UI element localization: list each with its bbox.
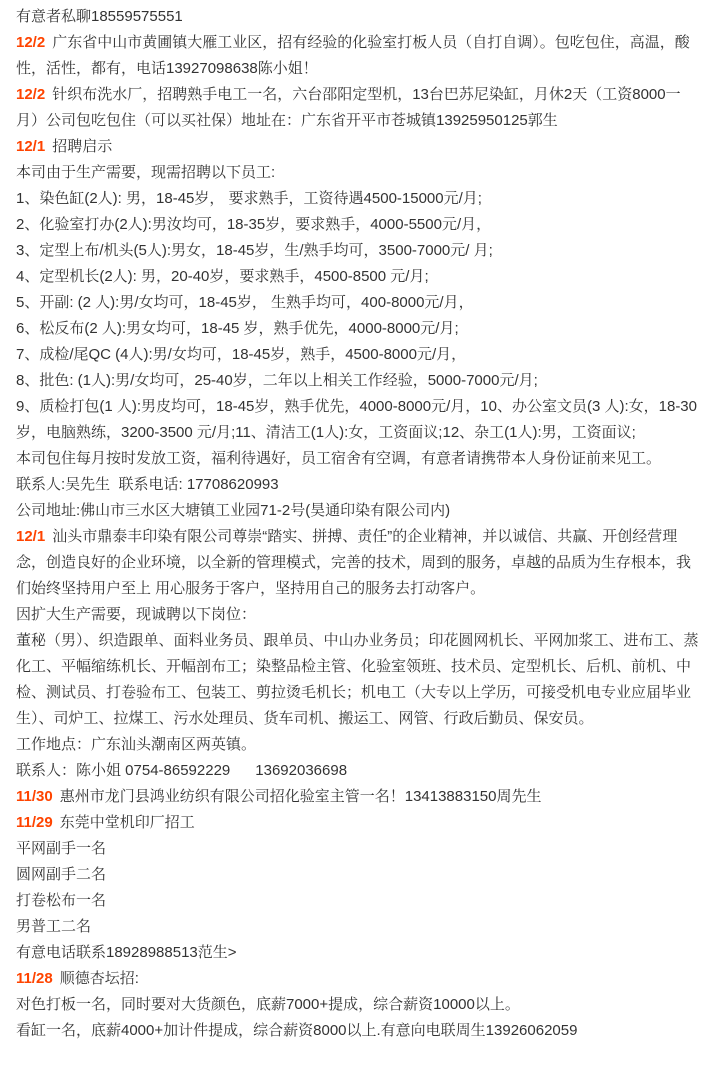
post-text: 3、定型上布/机头(5人):男女，18-45岁，生/熟手均可，3500-7000元/ 月;: [16, 242, 493, 259]
post-text: 8、批色: (1人):男/女均可，25-40岁，二年以上相关工作经验，5000-7000元/月;: [16, 372, 538, 389]
post-item: [16, 30, 699, 82]
post-text: 招聘启示: [52, 138, 113, 155]
post-item: [16, 628, 699, 732]
post-item: [16, 446, 699, 472]
post-text: 工作地点：广东汕头潮南区两英镇。: [16, 736, 257, 753]
post-text: 2、化验室打办(2人):男汝均可，18-35岁，要求熟手，4000-5500元/月，: [16, 216, 492, 233]
post-text: 顺德杏坛招:: [59, 970, 139, 987]
post-text: 7、成检/尾QC (4人):男/女均可，18-45岁，熟手，4500-8000元/月，: [16, 346, 467, 363]
post-text: 董秘（男）、织造跟单、面料业务员、跟单员、中山办业务员；印花圆网机长、平网加浆工、进布工、蒸化工、平幅缩练机长、开幅剖布工；染整品检主管、化验室领班、技术员、定型机长、后机、前机、中检、测试员、打卷验布工、包装工、剪拉烫毛机长；机电工（大专以上学历，可接受机电专业应届毕业生）、司炉工、拉煤工、污水处理员、货车司机、搬运工、网管、行政后勤员、保安员。: [16, 632, 699, 727]
post-item: [16, 472, 699, 498]
post-text: 联系人：陈小姐 0754-86592229 13692036698: [16, 762, 348, 779]
post-item: [16, 212, 699, 238]
post-item: [16, 862, 699, 888]
post-date: 12/1: [16, 528, 46, 545]
post-item: [16, 1018, 699, 1044]
post-item: [16, 160, 699, 186]
post-text: 有意者私聊18559575551: [16, 8, 183, 25]
post-text: 6、松反布(2 人):男女均可，18-45 岁，熟手优先，4000-8000元/月;: [16, 320, 459, 337]
post-item: [16, 810, 699, 836]
post-text: 打卷松布一名: [16, 892, 107, 909]
post-text: 圆网副手二名: [16, 866, 107, 883]
post-item: [16, 498, 699, 524]
post-text: 男普工二名: [16, 918, 92, 935]
post-item: [16, 368, 699, 394]
post-text: 本司由于生产需要，现需招聘以下员工:: [16, 164, 276, 181]
post-item: [16, 238, 699, 264]
post-item: [16, 524, 699, 602]
post-item: [16, 784, 699, 810]
post-item: [16, 992, 699, 1018]
post-item: [16, 732, 699, 758]
post-text: 9、质检打包(1 人):男皮均可，18-45岁，熟手优先，4000-8000元/月，10、办公室文员(3 人):女，18-30岁，电脑熟练，3200-3500 元/月;11、清洁工(1人):女，工资面议;12、杂工(1人):男，工资面议;: [16, 398, 697, 441]
post-item: [16, 82, 699, 134]
post-item: [16, 4, 699, 30]
post-date: 12/1: [16, 138, 46, 155]
post-text: 5、开副: (2 人):男/女均可，18-45岁， 生熟手均可，400-8000元/月，: [16, 294, 474, 311]
post-item: [16, 264, 699, 290]
post-date: 12/2: [16, 86, 46, 103]
post-text: 针织布洗水厂，招聘熟手电工一名，六台邵阳定型机，13台巴苏尼染缸，月休2天（工资8000一月）公司包吃包住（可以买社保）地址在：广东省开平市苍城镇13925950125郭生: [16, 86, 681, 129]
post-item: [16, 316, 699, 342]
post-item: [16, 966, 699, 992]
post-text: 有意电话联系18928988513范生>: [16, 944, 237, 961]
post-text: 广东省中山市黄圃镇大雁工业区，招有经验的化验室打板人员（自打自调）。包吃包住，高温，酸性，活性，都有，电话13927098638陈小姐！: [16, 34, 690, 77]
post-text: 对色打板一名，同时要对大货颜色，底薪7000+提成，综合薪资10000以上。: [16, 996, 520, 1013]
post-text: 东莞中堂机印厂招工: [59, 814, 195, 831]
post-text: 因扩大生产需要，现诚聘以下岗位：: [16, 606, 257, 623]
post-item: [16, 186, 699, 212]
post-item: [16, 758, 699, 784]
post-item: [16, 394, 699, 446]
post-item: [16, 134, 699, 160]
post-item: [16, 342, 699, 368]
post-date: 11/28: [16, 970, 53, 987]
post-text: 联系人:吴先生 联系电话: 17708620993: [16, 476, 279, 493]
post-date: 11/30: [16, 788, 53, 805]
post-text: 本司包住每月按时发放工资，福利待遇好，员工宿舍有空调，有意者请携带本人身份证前来见工。: [16, 450, 662, 467]
post-text: 汕头市鼎泰丰印染有限公司尊崇“踏实、拼搏、责任”的企业精神，并以诚信、共赢、开创经营理念，创造良好的企业环境，以全新的管理模式，完善的技术，周到的服务，卓越的品质为生存根本，我们始终坚持用户至上 用心服务于客户，坚持用自己的服务去打动客户。: [16, 528, 692, 597]
post-text: 4、定型机长(2人): 男，20-40岁，要求熟手，4500-8500 元/月;: [16, 268, 429, 285]
post-text: 公司地址:佛山市三水区大塘镇工业园71-2号(昊通印染有限公司内): [16, 502, 451, 519]
post-date: 12/2: [16, 34, 46, 51]
post-text: 平网副手一名: [16, 840, 107, 857]
post-text: 1、染色缸(2人): 男，18-45岁， 要求熟手，工资待遇4500-15000元/月;: [16, 190, 482, 207]
post-item: [16, 602, 699, 628]
post-item: [16, 888, 699, 914]
post-item: [16, 290, 699, 316]
post-text: 看缸一名，底薪4000+加计件提成，综合薪资8000以上.有意向电联周生13926062059: [16, 1022, 578, 1039]
post-item: [16, 836, 699, 862]
post-item: [16, 914, 699, 940]
post-item: [16, 940, 699, 966]
post-date: 11/29: [16, 814, 53, 831]
post-text: 惠州市龙门县鸿业纺织有限公司招化验室主管一名！13413883150周先生: [59, 788, 542, 805]
